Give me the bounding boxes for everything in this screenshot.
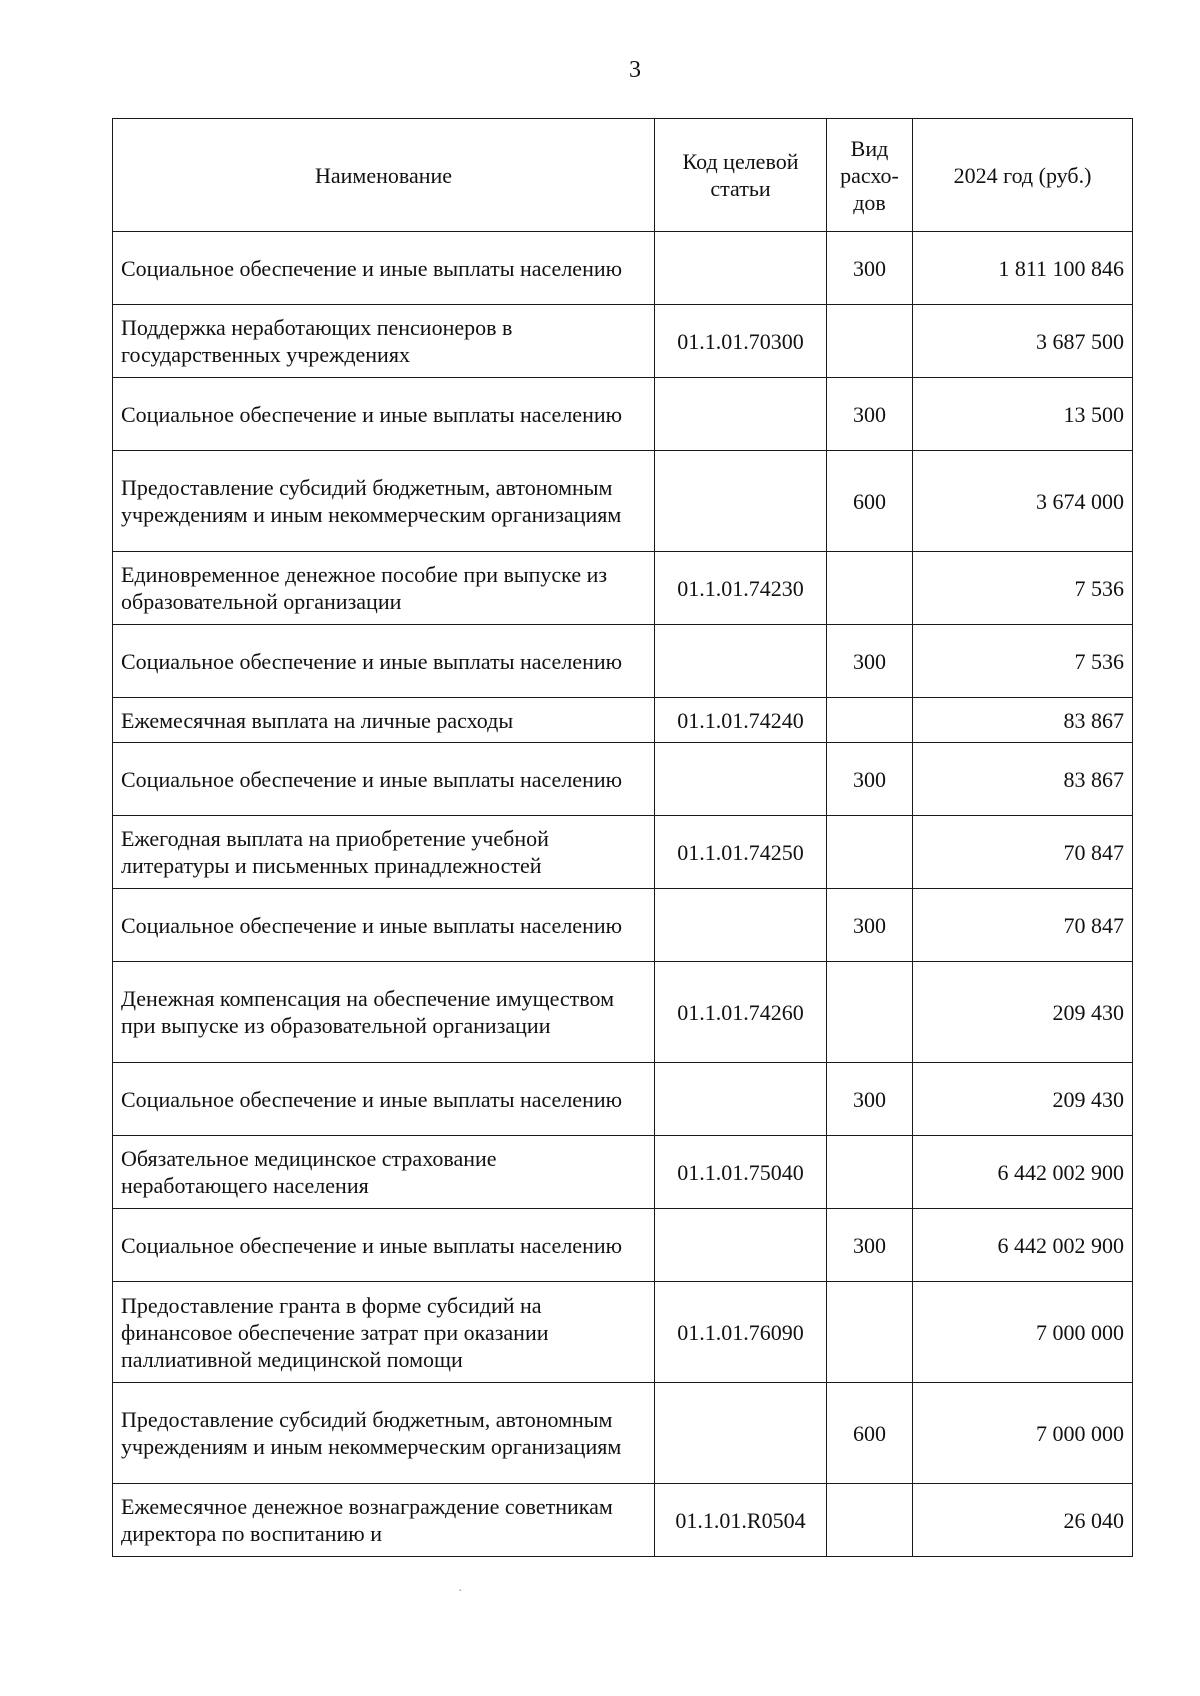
row-sum: 7 536 [913,625,1133,698]
row-kind [827,962,913,1063]
row-kind [827,1136,913,1209]
row-sum: 26 040 [913,1484,1133,1557]
row-kind: 300 [827,378,913,451]
table-row [113,889,1133,962]
row-code [655,378,827,451]
row-sum: 1 811 100 846 [913,232,1133,305]
row-sum: 209 430 [913,1063,1133,1136]
row-kind [827,1484,913,1557]
row-name: Единовременное денежное пособие при выпуске из образовательной организации [113,552,655,625]
row-kind: 300 [827,1209,913,1282]
row-sum: 3 674 000 [913,451,1133,552]
header-name: Наименование [113,119,655,232]
row-sum: 70 847 [913,816,1133,889]
table-row [113,698,1133,743]
row-kind [827,1282,913,1383]
row-kind: 600 [827,1383,913,1484]
row-sum: 7 000 000 [913,1282,1133,1383]
row-name: Предоставление гранта в форме субсидий на финансовое обеспечение затрат при оказании паллиативной медицинской помощи [113,1282,655,1383]
row-sum: 83 867 [913,698,1133,743]
row-code [655,1209,827,1282]
row-code: 01.1.01.74230 [655,552,827,625]
row-code [655,232,827,305]
row-kind: 300 [827,889,913,962]
row-code: 01.1.01.76090 [655,1282,827,1383]
row-name: Социальное обеспечение и иные выплаты населению [113,743,655,816]
row-sum: 70 847 [913,889,1133,962]
row-code [655,889,827,962]
row-code: 01.1.01.70300 [655,305,827,378]
row-name: Поддержка неработающих пенсионеров в государственных учреждениях [113,305,655,378]
row-kind: 300 [827,625,913,698]
table-row [113,1282,1133,1383]
row-name: Обязательное медицинское страхование неработающего населения [113,1136,655,1209]
row-sum: 7 000 000 [913,1383,1133,1484]
row-sum: 83 867 [913,743,1133,816]
row-sum: 3 687 500 [913,305,1133,378]
row-sum: 7 536 [913,552,1133,625]
table-row [113,451,1133,552]
row-name: Социальное обеспечение и иные выплаты населению [113,232,655,305]
row-sum: 13 500 [913,378,1133,451]
row-sum: 209 430 [913,962,1133,1063]
row-name: Социальное обеспечение и иные выплаты населению [113,889,655,962]
row-name: Ежегодная выплата на приобретение учебной литературы и письменных принадлежностей [113,816,655,889]
row-name: Ежемесячное денежное вознаграждение советникам директора по воспитанию и [113,1484,655,1557]
row-name: Ежемесячная выплата на личные расходы [113,698,655,743]
row-sum: 6 442 002 900 [913,1136,1133,1209]
row-name: Социальное обеспечение и иные выплаты населению [113,1209,655,1282]
row-sum: 6 442 002 900 [913,1209,1133,1282]
row-code: 01.1.01.74250 [655,816,827,889]
row-code [655,743,827,816]
table-row [113,625,1133,698]
table-row [113,743,1133,816]
row-code: 01.1.01.74240 [655,698,827,743]
table-row [113,305,1133,378]
table-row [113,962,1133,1063]
row-kind: 600 [827,451,913,552]
row-name: Социальное обеспечение и иные выплаты населению [113,378,655,451]
table-header-row [113,119,1133,232]
row-code: 01.1.01.74260 [655,962,827,1063]
header-sum: 2024 год (руб.) [913,119,1133,232]
page-number: 3 [629,57,641,83]
row-code [655,625,827,698]
row-kind [827,816,913,889]
row-code [655,1383,827,1484]
budget-table [112,118,1133,1557]
table-row [113,552,1133,625]
table-row [113,232,1133,305]
row-name: Социальное обеспечение и иные выплаты населению [113,1063,655,1136]
row-kind: 300 [827,232,913,305]
row-kind: 300 [827,1063,913,1136]
scan-speck: · [458,1584,463,1599]
header-kind: Вид расхо-дов [827,119,913,232]
row-code: 01.1.01.75040 [655,1136,827,1209]
row-name: Социальное обеспечение и иные выплаты населению [113,625,655,698]
row-kind: 300 [827,743,913,816]
row-name: Предоставление субсидий бюджетным, автономным учреждениям и иным некоммерческим организациям [113,451,655,552]
row-code [655,1063,827,1136]
table-row [113,816,1133,889]
row-kind [827,698,913,743]
table-row [113,1136,1133,1209]
row-name: Денежная компенсация на обеспечение имуществом при выпуске из образовательной организации [113,962,655,1063]
table-row [113,1063,1133,1136]
table-row [113,1209,1133,1282]
header-code: Код целевой статьи [655,119,827,232]
row-kind [827,305,913,378]
row-kind [827,552,913,625]
table-row [113,1484,1133,1557]
table-row [113,378,1133,451]
row-code [655,451,827,552]
row-name: Предоставление субсидий бюджетным, автономным учреждениям и иным некоммерческим организациям [113,1383,655,1484]
row-code: 01.1.01.R0504 [655,1484,827,1557]
table-row [113,1383,1133,1484]
